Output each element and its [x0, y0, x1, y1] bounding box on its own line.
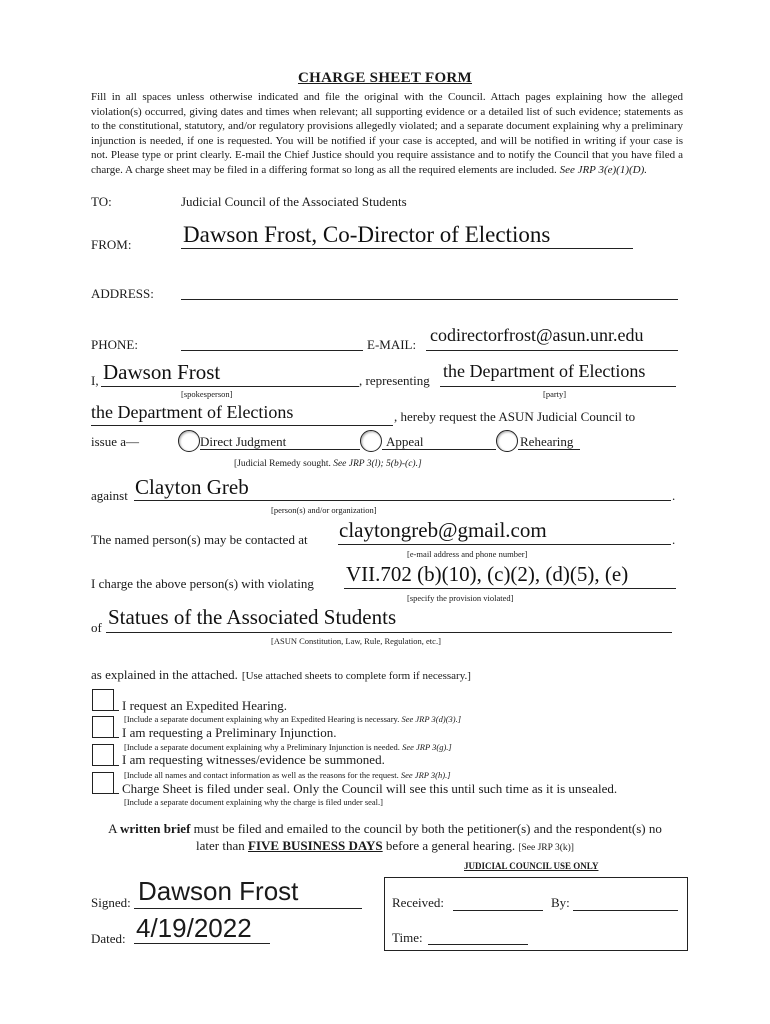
brief-bold-2: FIVE BUSINESS DAYS [248, 838, 383, 853]
instructions-cite: See JRP 3(e)(1)(D). [559, 163, 648, 176]
against-caption: [person(s) and/or organization] [271, 505, 377, 515]
party-line [440, 386, 676, 387]
remedy-caption [234, 459, 422, 469]
brief-mid: must be filed and emailed to the council by both the petitioner(s) and the respondent(s) no later than [193, 821, 662, 853]
option-seal-note: [Include a separate document explaining why the charge is filed under seal.] [124, 797, 383, 807]
option-injunction-cite: See JRP 3(g).] [402, 742, 452, 752]
judicial-use-box [384, 877, 688, 951]
option-injunction-note [124, 742, 452, 752]
explained-note: [Use attached sheets to complete form if necessary.] [241, 670, 471, 682]
address-line [181, 299, 678, 300]
radio-appeal[interactable] [360, 430, 382, 452]
from-field[interactable]: Dawson Frost, Co-Director of Elections [183, 222, 551, 247]
remedy-rehearing-label: Rehearing [520, 434, 574, 449]
option-expedited-label: I request an Expedited Hearing. [122, 698, 287, 713]
spokesperson-caption: [spokesperson] [181, 389, 233, 399]
brief-post: before a general hearing. [385, 838, 516, 853]
brief-cite: [See JRP 3(k)] [518, 843, 574, 853]
option-witnesses-note [124, 770, 451, 780]
statute-field[interactable]: Statues of the Associated Students [108, 605, 397, 629]
radio-rehearing[interactable] [496, 430, 518, 452]
signed-line [134, 908, 362, 909]
issue-label: issue a— [91, 434, 140, 449]
form-instructions [91, 90, 683, 178]
party-field-2[interactable]: the Department of Elections [91, 402, 294, 422]
option-witnesses-note-text: [Include all names and contact information as well as the reasons for the request. [124, 770, 399, 780]
spokesperson-field[interactable]: Dawson Frost [103, 360, 221, 384]
to-label: TO: [91, 194, 112, 209]
option-seal-label: Charge Sheet is filed under seal. Only the Council will see this until such time as it is unsealed. [122, 781, 618, 796]
check-line-2 [113, 737, 119, 738]
party-line-2 [91, 425, 393, 426]
option-expedited-note [124, 714, 461, 724]
against-period: . [672, 488, 676, 503]
contact-field[interactable]: claytongreb@gmail.com [339, 518, 547, 542]
address-label: ADDRESS: [91, 286, 154, 301]
request-text: , hereby request the ASUN Judicial Council to [394, 409, 636, 424]
explained-text: as explained in the attached. [91, 667, 238, 682]
time-line[interactable] [428, 944, 528, 945]
remedy-line-2 [382, 449, 496, 450]
party-field[interactable]: the Department of Elections [443, 361, 646, 381]
instructions-text: Fill in all spaces unless otherwise indicated and file the original with the Council. Attach pages explaining how the alleged violation(s) occurred, giving dates and times when relevant; all supporting evidence or a detailed list of such evidence; statements as to the constitutional, statutory, and/or regulatory provisions allegedly violated; and a separate document explaining why a preliminary injunction is needed, if one is requested. You will be notified if your case is accepted, and will be notified in writing if your case is not. Please type or print clearly. E-mail the Chief Justice should you require assistance and to notify the Council that you have filed a charge. A charge sheet may be filed in a differing format so long as all the required elements are included. [91, 91, 683, 176]
email-field[interactable]: codirectorfrost@asun.unr.edu [430, 325, 644, 345]
remedy-appeal-label: Appeal [386, 434, 424, 449]
check-line-1 [113, 710, 119, 711]
violation-field[interactable]: VII.702 (b)(10), (c)(2), (d)(5), (e) [346, 562, 629, 586]
dated-field[interactable]: 4/19/2022 [136, 913, 252, 943]
email-label: E-MAIL: [367, 337, 417, 352]
radio-direct-judgment[interactable] [178, 430, 200, 452]
statute-caption: [ASUN Constitution, Law, Rule, Regulation, etc.] [271, 636, 441, 646]
option-expedited-note-text: [Include a separate document explaining why an Expedited Hearing is necessary. [124, 714, 400, 724]
checkbox-expedited[interactable] [92, 689, 114, 711]
from-line [181, 248, 633, 249]
option-witnesses-cite: See JRP 3(h).] [400, 770, 451, 780]
remedy-line-1 [200, 449, 360, 450]
option-injunction-label: I am requesting a Preliminary Injunction. [122, 725, 337, 740]
remedy-caption-text: [Judicial Remedy sought. [234, 459, 331, 469]
received-label: Received: [392, 895, 444, 910]
statute-line [106, 632, 672, 633]
of-label: of [91, 620, 102, 635]
checkbox-witnesses[interactable] [92, 744, 114, 766]
spokesperson-line [101, 386, 359, 387]
to-value: Judicial Council of the Associated Students [181, 194, 407, 209]
contact-line [338, 544, 671, 545]
signed-label: Signed: [91, 895, 131, 910]
received-line[interactable] [453, 910, 543, 911]
checkbox-preliminary-injunction[interactable] [92, 716, 114, 738]
remedy-line-3 [518, 449, 580, 450]
by-line[interactable] [573, 910, 678, 911]
check-line-3 [113, 765, 119, 766]
option-injunction-note-text: [Include a separate document explaining why a Preliminary Injunction is needed. [124, 742, 400, 752]
dated-line [134, 943, 270, 944]
contact-label: The named person(s) may be contacted at [91, 532, 308, 547]
time-label: Time: [392, 930, 423, 945]
email-line [426, 350, 678, 351]
remedy-direct-judgment-label: Direct Judgment [200, 434, 287, 449]
against-label: against [91, 488, 128, 503]
violation-label: I charge the above person(s) with violating [91, 576, 314, 591]
checkbox-under-seal[interactable] [92, 772, 114, 794]
from-label: FROM: [91, 237, 132, 252]
by-label: By: [551, 895, 570, 910]
contact-caption: [e-mail address and phone number] [407, 549, 528, 559]
dated-label: Dated: [91, 931, 126, 946]
party-caption: [party] [543, 389, 567, 399]
i-label: I, [91, 373, 99, 388]
remedy-caption-cite: See JRP 3(l); 5(b)-(c).] [333, 459, 422, 469]
representing-label: , representing [359, 373, 430, 388]
against-field[interactable]: Clayton Greb [135, 475, 249, 499]
signed-field[interactable]: Dawson Frost [138, 876, 299, 906]
phone-line [181, 350, 363, 351]
option-witnesses-label: I am requesting witnesses/evidence be summoned. [122, 752, 385, 767]
contact-period: . [672, 532, 676, 547]
brief-pre: A [108, 821, 117, 836]
violation-caption: [specify the provision violated] [407, 593, 514, 603]
judicial-use-title: JUDICIAL COUNCIL USE ONLY [464, 861, 599, 871]
form-title: CHARGE SHEET FORM [297, 70, 472, 86]
phone-label: PHONE: [91, 337, 138, 352]
option-expedited-cite: See JRP 3(d)(3).] [401, 714, 462, 724]
explained-line [91, 666, 471, 684]
against-line [134, 500, 671, 501]
check-line-4 [113, 793, 119, 794]
brief-paragraph [95, 820, 675, 857]
violation-line [344, 588, 676, 589]
brief-bold-1: written brief [120, 821, 191, 836]
